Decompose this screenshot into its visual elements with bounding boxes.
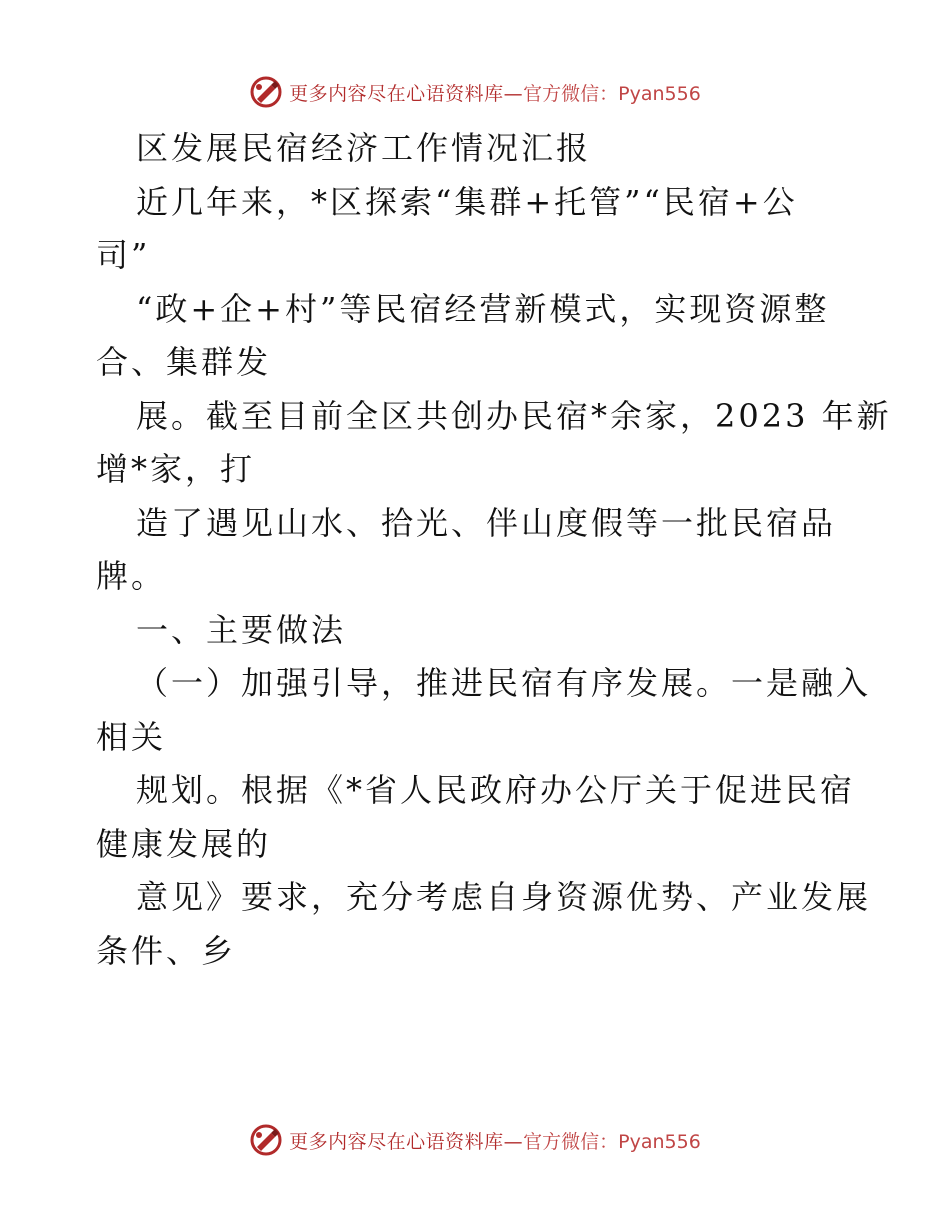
watermark-text: 更多内容尽在心语资料库— <box>289 82 524 105</box>
paragraph-line: 规划。根据《*省人民政府办公厅关于促进民宿 <box>136 771 856 809</box>
paragraph-line: 造了遇见山水、拾光、伴山度假等一批民宿品 <box>136 503 837 542</box>
paragraph-line: 意见》要求，充分考虑自身资源优势、产业发展 <box>136 878 872 916</box>
section-heading: 一、主要做法 <box>136 610 347 649</box>
paragraph-line: 合、集群发 <box>96 343 272 381</box>
paragraph-line: （一）加强引导，推进民宿有序发展。一是融入 <box>136 664 872 702</box>
document-title: 区发展民宿经济工作情况汇报 <box>136 129 592 167</box>
paragraph-line: 司” <box>96 236 151 274</box>
paragraph-line: 相关 <box>96 717 167 756</box>
pen-logo-icon <box>249 1123 283 1157</box>
paragraph-line: 牌。 <box>96 557 167 595</box>
watermark-wechat: 官方微信：Pyan556 <box>523 1130 701 1153</box>
document-body <box>96 122 892 978</box>
paragraph-line: 健康发展的 <box>96 824 272 863</box>
paragraph-line: 增*家，打 <box>96 450 256 488</box>
header-watermark <box>0 72 950 112</box>
watermark-wechat: 官方微信：Pyan556 <box>523 82 701 105</box>
watermark-text: 更多内容尽在心语资料库— <box>289 1130 524 1153</box>
pen-logo-icon <box>249 75 283 109</box>
paragraph-line: 近几年来，*区探索“集群+托管”“民宿+公 <box>136 182 798 221</box>
paragraph-line: 展。截至目前全区共创办民宿*余家，2023 年新 <box>136 396 892 435</box>
paragraph-line: “政+企+村”等民宿经营新模式，实现资源整 <box>136 289 830 328</box>
footer-watermark <box>0 1120 950 1160</box>
paragraph-line: 条件、乡 <box>96 931 237 970</box>
